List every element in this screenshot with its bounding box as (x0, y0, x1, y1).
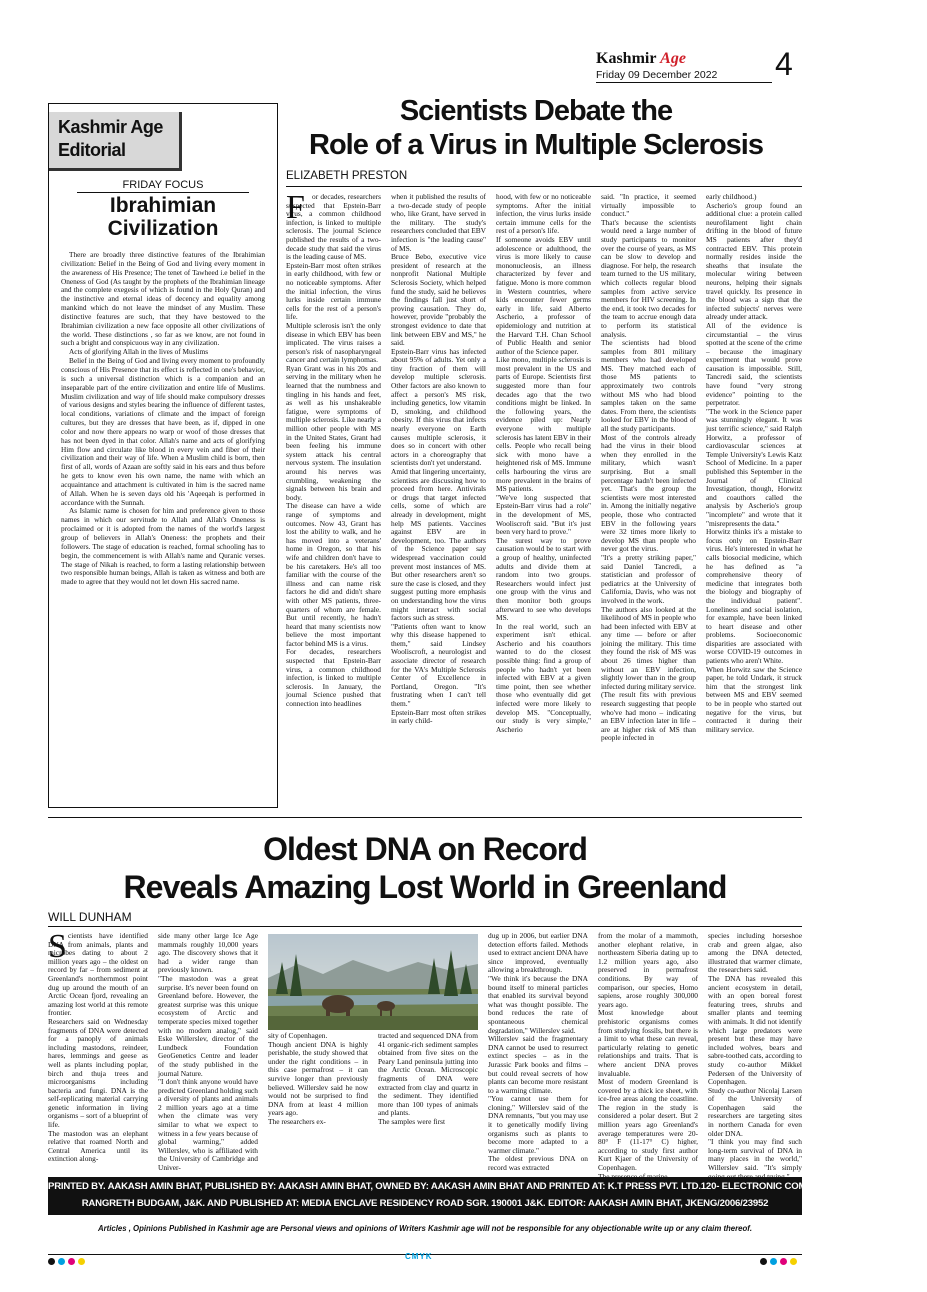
page-number: 4 (775, 46, 793, 82)
article2-column-6: from the molar of a mammoth, another elephant relative, in northeastern Siberia dating up to 1.2 million years ago, also preserved in permafrost conditions. By way of comparison, our species, Homo sapiens, arose roughly 300,000 years ago. Most knowledge about prehistoric organisms comes from studying fossils, but there is a limit to what these can reveal, particularly relating to genetic relationships and traits. That is where ancient DNA proves invaluable. Most of modern Greenland is covered by a thick ice sheet, with ice-free areas along the coastline. The region in the study is considered a polar desert. But 2 million years ago Greenland's average temperatures were 20-80° F (11-17° C) higher, according to study first author Kurt Kjaer of the University of Copenhagen. (598, 931, 698, 1173)
greenland-landscape-image (268, 934, 478, 1030)
masthead-logo: Kashmir Age (596, 50, 686, 67)
article1-headline-line2: Role of a Virus in Multiple Sclerosis (309, 129, 763, 161)
article2-byline: WILL DUNHAM (48, 910, 132, 924)
article1-column-1: or decades, researchers suspected that Epstein-Barr virus, a common childhood infection, is linked to multiple sclerosis. The journal Science published the results of a two-decade study that said the virus is the leading cause of MS. Epstein-Barr most often strikes in early childhood, with few or no noticeable symptoms. After the initial infection, the virus lurks inside certain immune cells for the rest of a person's life. Multiple sclerosis isn't the only disease in which EBV has been implicated. The virus raises a person's risk of nasopharyngeal cancer and certain lymphomas. Ryan Grant was in his 20s and serving in the military when he learned that the numbness and tingling in his hands and feet, as well as his unshakeable fatigue, were symptoms of multiple sclerosis. Like nearly a million other people with MS in the United States, Grant had been feeling his immune system attack his central nervous system. The insulation around his nerves was crumbling, weakening the signals between his brain and body. The disease can have a wide range of symptoms and outcomes. Now 43, Grant has lost the ability to walk, and he has moved into a veterans' home in Oregon, so that his wife and children don't have to be his caretakers. He's all too familiar with the course of the illness and can name risk factors he did and didn't share with other MS patients, three-quarters of whom are female. But until recently, he hadn't heard that many scientists now believe the most important factor behind MS is a virus. For decades, researchers suspected that Epstein-Barr virus, a common childhood infection, is linked to multiple sclerosis. In January, the journal Science pushed that connection into headlines (286, 192, 381, 709)
masthead-date: Friday 09 December 2022 (596, 69, 718, 81)
article2-headline-line2: Reveals Amazing Lost World in Greenland (123, 869, 727, 905)
editorial-box-title (49, 112, 182, 171)
imprint-bar (48, 1177, 927, 1215)
article1-column-2: when it published the results of a two-decade study of people who, like Grant, have served in the military. The study's researchers concluded that EBV infection is "the leading cause" of MS. Bruce Bebo, executive vice president of research at the nonprofit National Multiple Sclerosis Society, which helped fund the study, said he believes the findings fall just short of proving causation. They do, however, provide "probably the strongest evidence to date that link between EBV and MS," he said. Epstein-Barr virus has infected about 95% of adults. Yet only a tiny fraction of them will develop multiple sclerosis. Other factors are also known to affect a person's MS risk, including genetics, low vitamin D, smoking, and childhood obesity. If this virus that infects nearly everyone on Earth causes multiple sclerosis, it does so in concert with other actors in a choreography that scientists don't yet understand. Amid that lingering uncertainty, scientists are discussing how to proceed from here. Antivirals or drugs that target infected cells, some of which are already in development, might help MS patients. Vaccines against EBV are in development, too. The authors of the Science paper say widespread vaccination could prevent most instances of MS. But other researchers aren't so sure the case is closed, and they suggest putting more emphasis on understanding how the virus might interact with social factors such as stress. "Patients often want to know why this disease happened to them," said Lindsey Wooliscroft, a neurologist and associate director of research for the VA's Multiple Sclerosis Center of Excellence in Portland, Oregon. "It's frustrating when I can't tell them." Epstein-Barr most often strikes in early child- (391, 192, 487, 726)
editorial-title-line1: Ibrahimian (109, 194, 217, 217)
imprint-line-2: RANGRETH BUDGAM, J&K. AND PUBLISHED AT: MEDIA ENCLAVE RESIDENCY ROAD SGR. 190001 J&K. EDITOR: AAKASH AMIN BHAT, JKENG/2006/23952 (81, 1198, 769, 1209)
registration-dots-left (48, 1252, 88, 1270)
editorial-paragraph: As Islamic name is chosen for him and preference given to those names in which our servitude to Allah and Allah's Oneness is proclaimed or it is adopted from the names of the world's largest group of believers in Allah's Oneness: the prophets and their followers. The stage of education is reached, formal schooling has to begin, the commencement is with Allah's name and Quranic verses. The stage of Nikah is reached, to form a lasting relationship between two responsible human beings, Allah is taken as witness and both are made to agree that they would not let down His sacred name. (61, 506, 265, 587)
section-divider (48, 817, 802, 818)
article2-column-5: dug up in 2006, but earlier DNA detection efforts failed. Methods used to extract ancient DNA have since improved, eventually allowing a breakthrough. "We think it's because the DNA bound itself to mineral particles that enabled its survival beyond what was thought possible. The bond reduces the rate of spontaneous chemical degradation," Willerslev said. Willerslev said the fragmentary DNA cannot be used to resurrect extinct species – as in the Jurassic Park books and films – but could reveal secrets of how plants can become more resistant to a warming climate. "You cannot use them for cloning," Willerslev said of the DNA remnants, "but you may use it to genetically modify living organisms such as plants to become more adapted to a warmer climate." The oldest previous DNA on record was extracted (488, 931, 588, 1173)
article2-drop-cap: S (48, 928, 67, 965)
article1-headline-line1: Scientists Debate the (399, 95, 673, 127)
article1-drop-cap: F (286, 189, 305, 226)
registration-dots-right (760, 1252, 800, 1270)
editorial-box-title-line2: Editorial (58, 140, 126, 160)
article1-byline: ELIZABETH PRESTON (286, 170, 408, 182)
article2-column-3: sity of Copenhagen. Though ancient DNA is highly perishable, the study showed that under the right conditions – in this case permafrost – it can survive longer than previously believed. Willerslev said he now would not be surprised to find DNA from at least 4 million years ago. The researchers ex- (268, 1031, 368, 1126)
article1-column-4: said. "In practice, it seemed virtually impossible to conduct." That's because the scientists would need a large number of study participants to monitor over the course of years, as MS can be slow to develop and diagnose. For help, the research team turned to the US military, which collects regular blood samples from active service members for HIV screening. In the end, it took two decades for the team to accrue enough data to perform its statistical analysis. The scientists had blood samples from 801 military members who had developed MS. They matched each of those MS patients to approximately two controls without MS who had blood samples taken on the same dates. From there, the scientists looked for EBV in the blood of all the study participants. Most of the controls already had the virus in their blood when they enrolled in the military, which wasn't surprising. But a small percentage hadn't been infected yet. That's the group the scientists were most interested in. Among the initially negative people, those who contracted EBV in the following years were 32 times more likely to develop MS than people who never got the virus. "It's a pretty striking paper," said Daniel Tancredi, a statistician and professor of pediatrics at the University of California, Davis, who was not involved in the work. The authors also looked at the likelihood of MS in people who had been infected with EBV at any time — before or after joining the military. This time they found the risk of MS was about 26 times higher than without an EBV infection, slightly lower than in the group infected during military service. (The result fits with previous research suggesting that people who've had mono – indicating an EBV infection later in life – are at higher risk of MS than people infected in (601, 192, 696, 743)
editorial-kicker-rule (77, 192, 249, 193)
article2-column-4: tracted and sequenced DNA from 41 organic-rich sediment samples obtained from five sites on the Peary Land peninsula jutting into the Arctic Ocean. Microscopic fragments of DNA were extracted from clay and quartz in the sediment. They identified more than 100 types of animals and plants. The samples were first (378, 1031, 478, 1126)
editorial-paragraph: Acts of glorifying Allah in the lives of Muslims (69, 347, 209, 357)
editorial-panel (48, 103, 278, 808)
editorial-paragraph: There are broadly three distinctive features of the Ibrahimian civilization: Belief in the Being of God and living every moment in the awareness of His Presence; The tenet of Tawheed i.e belief in the Oneness of God (As taught by the prophets of the Ibrahimian lineage and the complete exegesis of which is found in the Holy Quran) and the instinctive and eternal ideas of decency and equality among mankind which do not leave the mindset of any Muslim. These distinctive features are such, that they have bestowed to the Ibrahimian civilization a new face opposite all other civilizations of the world. These distinctions , so far as we know, are not found in such a bright and conspicuous way in any civilization. (61, 250, 265, 348)
editorial-title-line2: Civilization (107, 217, 219, 240)
greenland-illustration (268, 934, 478, 1030)
article1-byline-rule (286, 186, 802, 187)
article2-column-7: species including horseshoe crab and green algae, also among the DNA detected, illustrated that warmer climate, the researchers said. The DNA has revealed this ancient ecosystem in detail, with an open boreal forest featuring trees, shrubs and smaller plants and teeming with animals. It did not identify which large predators were present but these may have included wolves, bears and sabre-toothed cats, according to study co-author Mikkel Pedersen of the University of Copenhagen. Study co-author Nicolaj Larsen of the University of Copenhagen said the researchers are targeting sites in northern Canada for even older DNA. "I think you may find such long-term survival of DNA in many places in the world," Willerslev said. "It's simply (708, 931, 802, 1173)
editorial-body (61, 251, 265, 803)
article2-headline-line1: Oldest DNA on Record (263, 831, 587, 867)
article1-column-5: early childhood.) Ascherio's group found an additional clue: a protein called neurofilament light chain drifting in the blood of future MS patients after they'd contracted EBV. This protein normally resides inside the sheaths that insulate the molecular wiring between neurons, helping their signals travel quickly. Its presence in the blood was a sign that the infected subjects' nerves were already under attack. All of the evidence is circumstantial – the virus spotted at the scene of the crime – because the imaginary experiment that would prove causation is impossible. Still, Tancredi said, the scientists have found "very strong evidence" pointing to the perpetrator. "The work in the Science paper was stunningly elegant. It was just terrific science," said Ralph Horwitz, a professor of cardiovascular sciences at Temple University's Lewis Katz School of Medicine. In a paper published this September in the Journal of Clinical Investigation, though, Horwitz and coauthors called the analysis by Ascherio's group "incomplete" and wrote that it "misrepresents the data." Horwitz thinks it's a mistake to focus only on Epstein-Barr virus. He's interested in what he calls biosocial medicine, which he has defined as "a comprehensive theory of medicine that integrates both the biology and biography of the individual patient". Loneliness and social isolation, for example, have been linked to heart disease and other problems. Socioeconomic disparities are associated with worse COVID-19 outcomes in patients who aren't White. When Horwitz saw the Science paper, he told Undark, it struck him that the strongest link between MS and EBV seemed to be in people who started out negative for the virus, but contracted it during their military service. (706, 192, 802, 734)
masthead (592, 46, 842, 84)
article1-body (286, 189, 802, 805)
editorial-kicker: FRIDAY FOCUS (122, 179, 204, 191)
article2-column-1: cientists have identified DNA from animals, plants and microbes dating to about 2 million years ago – the oldest on record by far – from sediment at Greenland's northernmost point dug up around the mouth of an Arctic Ocean fjord, revealing an amazing lost world at this remote frontier. Researchers said on Wednesday fragments of DNA were detected for a panoply of animals including mastodons, reindeer, hares, lemmings and geese as well as plants including poplar, birch and thuja trees and microorganisms including bacteria and fungi. DNA is the self-replicating material carrying genetic information in living organisms – sort of a blueprint of life. The mastodon was an elephant relative that roamed North and Central America until its extinction along- (48, 931, 148, 1164)
cmyk-label: CMYK (405, 1252, 433, 1261)
imprint-line-1: PRINTED BY. AAKASH AMIN BHAT, PUBLISHED BY: AAKASH AMIN BHAT, OWNED BY: AAKASH AMIN BHAT AND PRINTED AT: K.T PRESS PVT. LTD.120- ELECTRONIC COMPLEX INDUSTRIAL ESTATE (48, 1181, 927, 1192)
article1-column-3: hood, with few or no noticeable symptoms. After the initial infection, the virus lurks inside certain immune cells for the rest of a person's life. If someone avoids EBV until adolescence or adulthood, the virus is more likely to cause mononucleosis, an illness characterized by fever and fatigue. Mono is more common in Western countries, where kids encounter fewer germs early in life, said Alberto Ascherio, a professor of epidemiology and nutrition at the Harvard T.H. Chan School of Public Health and senior author of the Science paper. Like mono, multiple sclerosis is most prevalent in the US and parts of Europe. Scientists first suggested more than four decades ago that the two conditions might be linked. In the following years, the evidence piled up: Nearly everyone with multiple sclerosis has latent EBV in their cells. People who recall being sick with mono have a heightened risk of MS. Immune cells harbouring the virus are more prevalent in the brains of MS patients. "We've long suspected that Epstein-Barr virus had a role" in the development of MS, Wooliscroft said. "But it's just been very hard to prove." The surest way to prove causation would be to start with a group of healthy, uninfected adults and divide them at random into two groups. Researchers would infect just one group with the virus and then monitor both groups afterward to see who develops MS. In the real world, such an experiment isn't ethical. Ascherio and his coauthors wanted to do the closest possible thing: find a group of people who hadn't yet been infected with EBV at a given time point, then see whether those who eventually did get infected were more likely to develop MS. "Conceptually, our study is very simple," Ascherio (496, 192, 591, 734)
article2-byline-rule (48, 926, 802, 927)
disclaimer: Articles , Opinions Published in Kashmir age are Personal views and opinions of Writers Kashmir age will not be responsible for any objectionable write up or any claim thereof. (97, 1224, 753, 1233)
editorial-box-title-line1: Kashmir Age (58, 117, 163, 137)
editorial-paragraph: Belief in the Being of God and living every moment to profoundly conscious of His Presence that its effect is reflected in one's behavior, is such a universal distinction which is a companion and an inseparable part of the entire civilization and entire life of Muslims. Muslim civilization and way of life should make compulsory dresses of various designs and styles bearing the influence of different tastes, local conditions, variations of climate and the impact of foreign cultures, but they are dresses that have been, as if, dipped in one color and now there appears no warp or woof of those dresses that has not been dyed in that color. Allah's name and acts of glorifying Him flow and circulate like blood in every vein and fiber of their civilization and their way of life. When a Muslim child is born, then first of all, words of Azaan are softly said in his ears and thus before he gets to know even his own name, the name with which an acquaintance and attachment is cultivated in him is the sacred name of Allah. When he is seven days old his 'Aqeeqah is performed in accordance with the Sunnah. (61, 356, 265, 507)
masthead-rule (596, 82, 772, 83)
article2-column-2: side many other large Ice Age mammals roughly 10,000 years ago. The discovery shows that it had a wider range than previously known. "The mastodon was a great surprise. It's never been found on Greenland before. However, the greatest surprise was this unique ecosystem of Arctic and temperate species mixed together with no modern analog," said Eske Willerslev, director of the Lundbeck Foundation GeoGenetics Centre and leader of the study published in the journal Nature. "I don't think anyone would have predicted Greenland holding such a diversity of plants and animals 2 million years ago at a time when the climate was very similar to what we expect to witness in a few years because of global warming," added Willerslev, who is affiliated with the University of Cambridge and Univer- (158, 931, 258, 1173)
